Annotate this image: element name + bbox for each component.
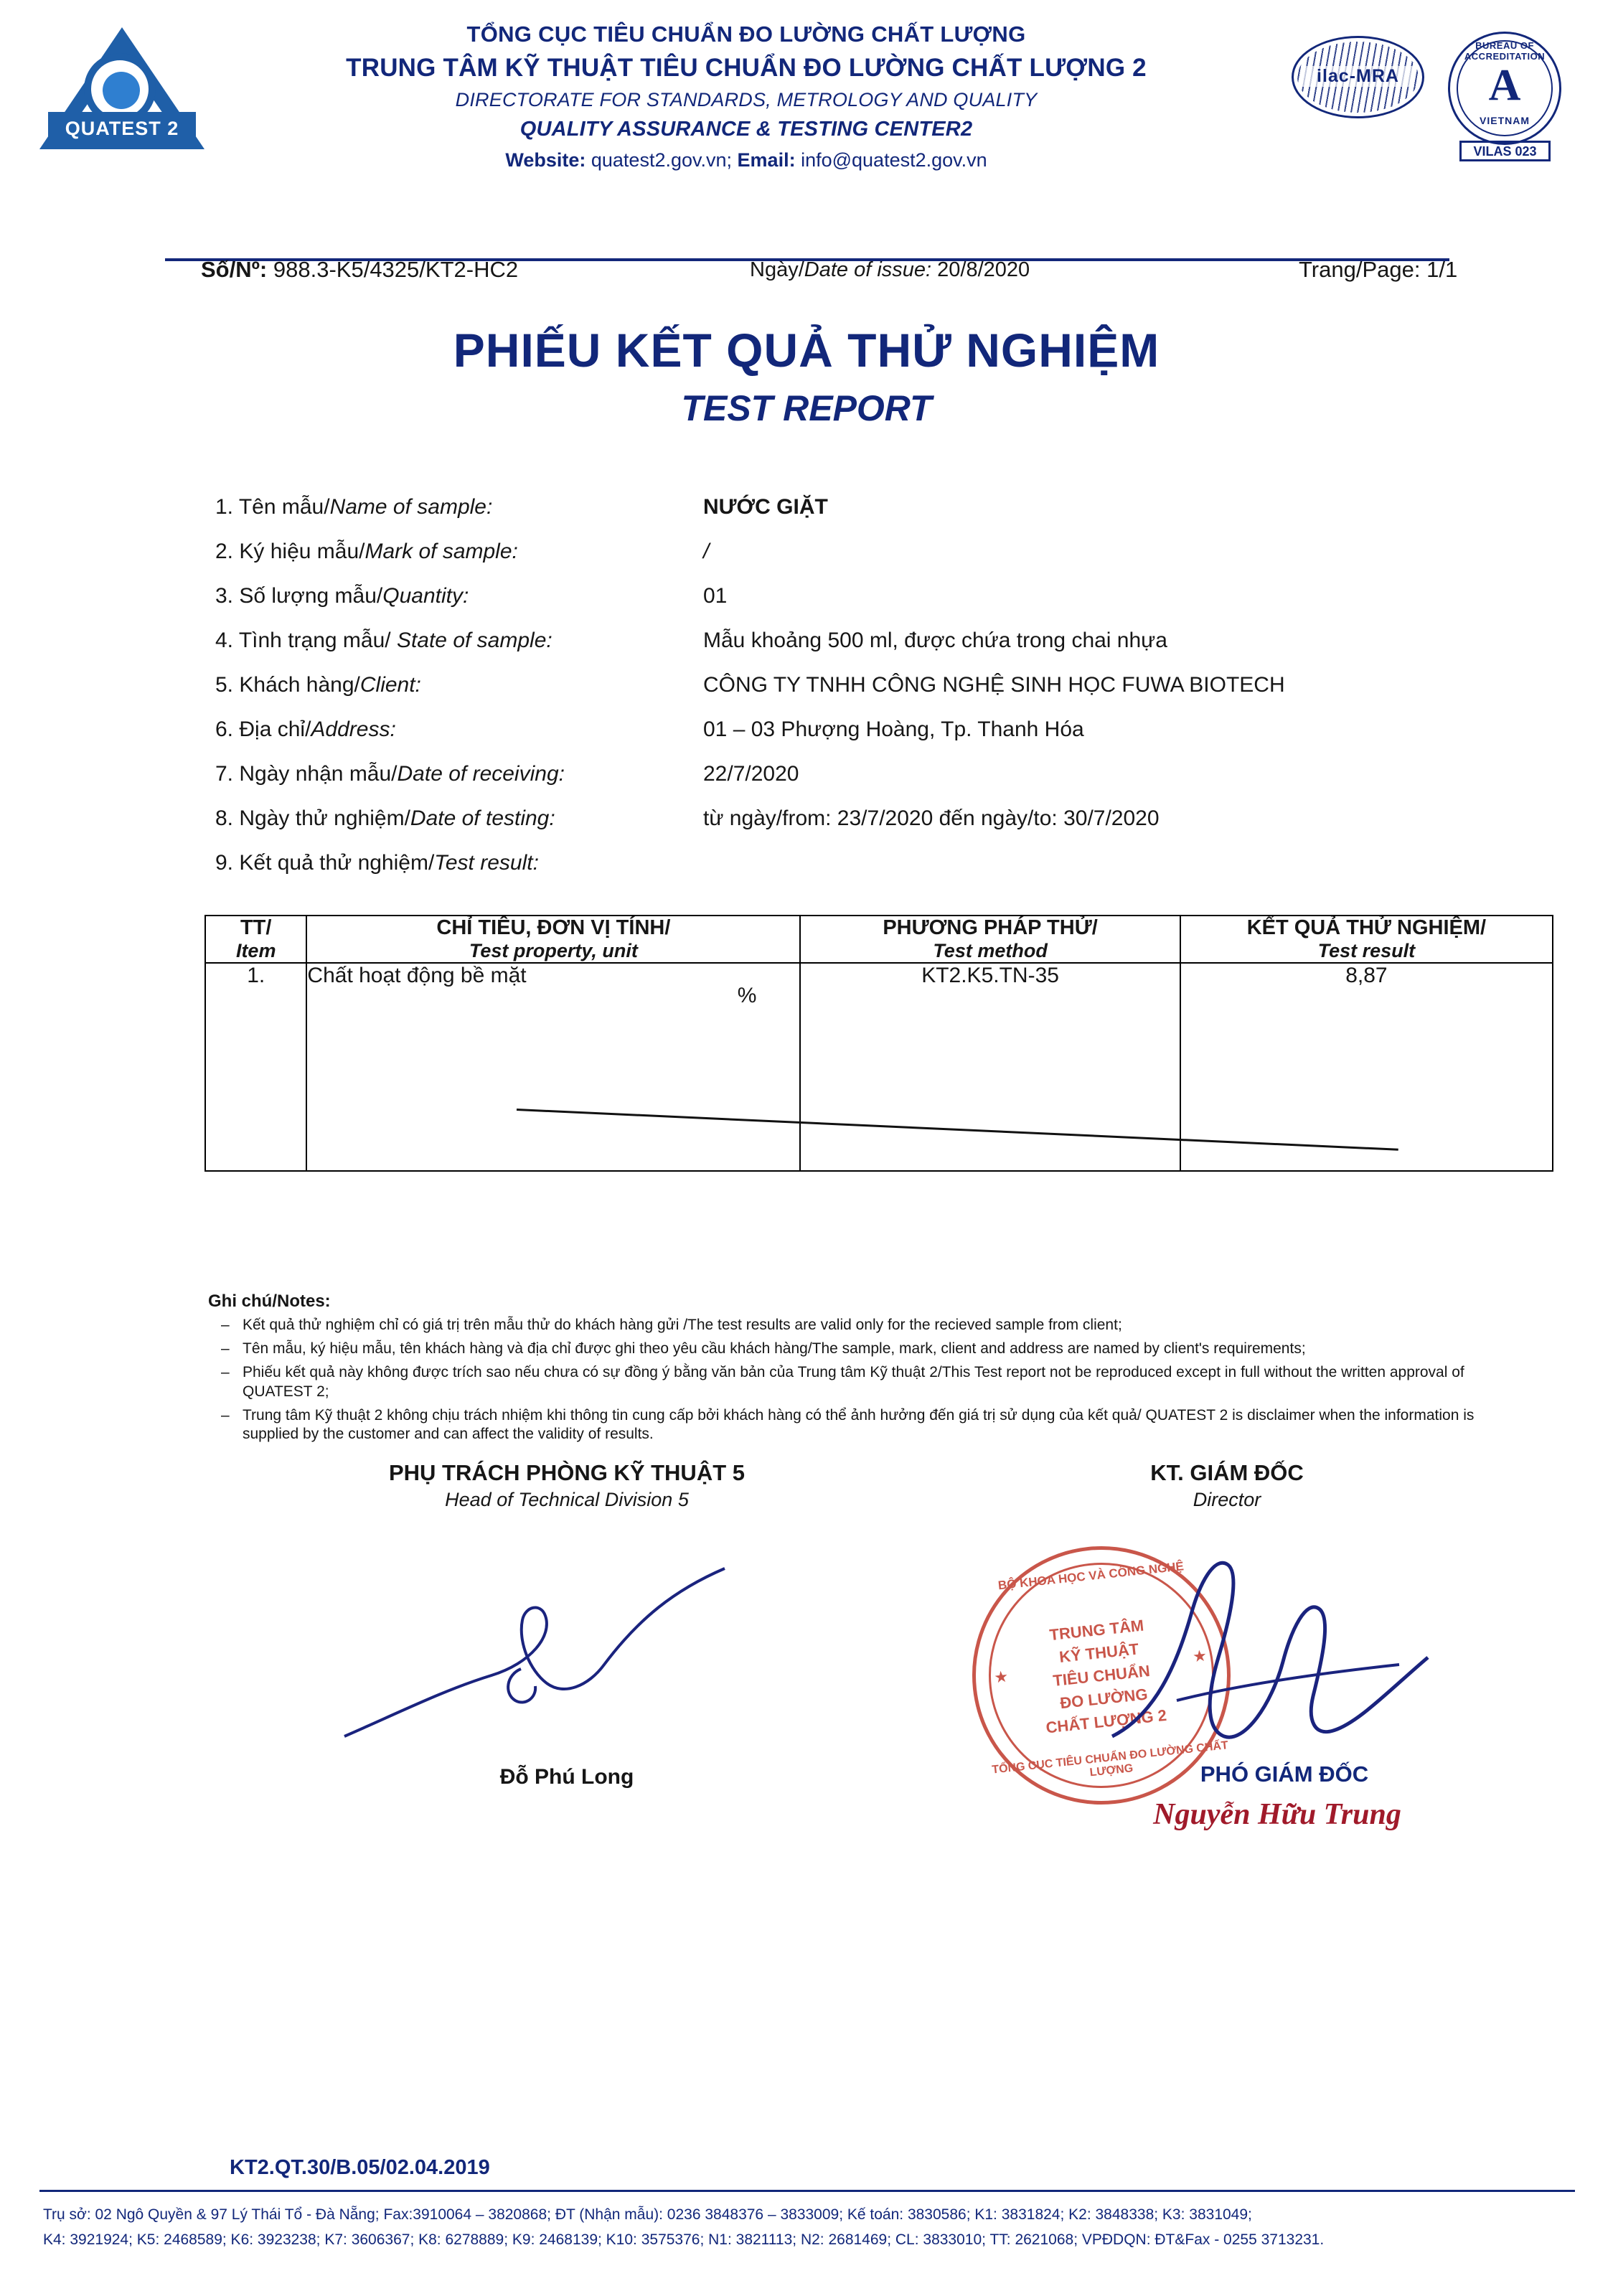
field-label-vn: Ký hiệu mẫu/ [239,540,365,563]
right-signer-subtitle: Director [1193,1489,1261,1510]
col-method-en: Test method [933,940,1048,961]
email-label: Email: [737,149,796,171]
field-label [215,495,492,519]
field-number: 9. [215,851,234,875]
note-bullet: – [221,1363,230,1380]
left-signer-title: PHỤ TRÁCH PHÒNG KỸ THUẬT 5 [388,1460,745,1485]
field-row-quantity [215,584,1449,629]
sample-info-list [215,495,1449,895]
handwritten-signature-left [337,1550,782,1765]
field-label-vn: Kết quả thử nghiệm/ [239,851,435,875]
right-signer-role: PHÓ GIÁM ĐỐC [1200,1761,1369,1787]
org-line-4: QUALITY ASSURANCE & TESTING CENTER2 [519,118,973,141]
results-table [204,915,1553,1172]
field-label [215,584,469,608]
report-number [201,257,518,283]
field-number: 6. [215,718,234,741]
report-meta [0,257,1613,293]
col-method-vn: PHƯƠNG PHÁP THỬ/ [883,916,1098,939]
col-property-en: Test property, unit [469,940,638,961]
note-bullet: – [221,1406,230,1424]
handwritten-signature-right [1091,1521,1464,1779]
website-value[interactable]: quatest2.gov.vn; [591,149,733,171]
field-number: 4. [215,629,234,652]
note-item [208,1316,1528,1335]
org-line-1: TỔNG CỤC TIÊU CHUẨN ĐO LƯỜNG CHẤT LƯỢNG [466,22,1026,47]
contact-line [237,149,1256,171]
notes-title: Ghi chú/Notes: [208,1292,331,1311]
right-signer-title: KT. GIÁM ĐỐC [1150,1460,1304,1485]
stamp-center-text: TRUNG TÂM KỸ THUẬT TIÊU CHUẨN ĐO LƯỜNG CHẤT LƯỢNG 2 [1045,1616,1168,1736]
document-header [0,22,1613,237]
field-label [215,806,555,831]
field-row-date-of-testing [215,806,1449,851]
report-number-value: 988.3-K5/4325/KT2-HC2 [273,257,519,282]
ilac-label: ilac-MRA [1302,66,1414,87]
notes-section [208,1292,1528,1449]
left-signer-name: Đỗ Phú Long [499,1765,634,1789]
col-method [800,916,1180,963]
vilas-code: VILAS 023 [1459,141,1551,161]
field-number: 8. [215,806,234,830]
field-value: Mẫu khoảng 500 ml, được chứa trong chai nhựa [703,629,1167,652]
field-value: 22/7/2020 [703,762,799,786]
col-item-vn: TT/ [240,916,272,939]
footer-address-line-2: K4: 3921924; K5: 2468589; K6: 3923238; K7: 3606367; K8: 6278889; K9: 2468139; K10: 3575376; N1: 3821113; N2: 2681469; CL: 3833010; TT: 2621068; VPĐDQN: ĐT&Fax - 0255 3713231. [43,2231,1325,2248]
field-label [215,851,539,875]
field-row-client [215,673,1449,718]
stamp-star-right: ★ [1191,1646,1208,1666]
field-label-en: Quantity: [382,584,469,608]
cell-method: KT2.K5.TN-35 [800,963,1180,1171]
col-item-en: Item [235,940,276,961]
field-row-state-of-sample [215,629,1449,673]
quatest-logo [39,27,204,160]
org-titles [237,22,1256,171]
field-label-en: Date of testing: [410,806,555,830]
results-table-head [205,916,1553,963]
stamp-bottom-text: TỔNG CỤC TIÊU CHUẨN ĐO LƯỜNG CHẤT LƯỢNG [991,1739,1229,1779]
table-row [205,963,1553,1171]
field-value: từ ngày/from: 23/7/2020 đến ngày/to: 30/7/2020 [703,806,1160,830]
note-text: Phiếu kết quả này không được trích sao nếu chưa có sự đồng ý bằng văn bản của Trung tâm Kỹ thuật 2/This Test report not be reproduced except in full without the written approval of QUATEST 2; [243,1363,1464,1400]
stamp-star-left: ★ [993,1667,1010,1687]
field-number: 2. [215,540,234,563]
signature-block-left [309,1460,825,1511]
vilas-monogram: A [1488,61,1521,110]
field-label [215,673,421,697]
field-row-date-of-receiving [215,762,1449,806]
field-value: NƯỚC GIẶT [703,495,828,519]
field-label-vn: Ngày thử nghiệm/ [239,806,410,830]
page-title: PHIẾU KẾT QUẢ THỬ NGHIỆM [453,324,1160,377]
field-number: 3. [215,584,234,608]
col-property [306,916,800,963]
note-text: Tên mẫu, ký hiệu mẫu, tên khách hàng và địa chỉ được ghi theo yêu cầu khách hàng/The sample, mark, client and address are named by client's requirements; [243,1340,1306,1357]
field-label-vn: Tên mẫu/ [238,495,330,519]
field-label-en: Mark of sample: [365,540,518,563]
note-bullet: – [221,1317,230,1333]
ilac-mra-icon [1292,36,1424,118]
field-label [215,718,396,742]
email-value[interactable]: info@quatest2.gov.vn [801,149,987,171]
field-value: 01 [703,584,728,608]
field-label-en: Client: [359,673,421,697]
page-subtitle: TEST REPORT [681,388,932,428]
field-label-vn: Ngày nhận mẫu/ [239,762,398,786]
note-item [208,1340,1528,1359]
field-label-vn: Địa chỉ/ [239,718,311,741]
cell-property-text: Chất hoạt động bề mặt [307,964,527,987]
col-result-vn: KẾT QUẢ THỬ NGHIỆM/ [1246,916,1487,939]
issue-date-value: 20/8/2020 [937,258,1030,281]
report-number-label: Số/Nº: [201,257,268,282]
note-item [208,1363,1528,1402]
field-row-name-of-sample [215,495,1449,540]
note-text: Kết quả thử nghiệm chỉ có giá trị trên mẫu thử do khách hàng gửi /The test results are valid only for the recieved sample from client; [243,1317,1122,1333]
field-label [215,629,552,653]
field-number: 7. [215,762,234,786]
field-number: 5. [215,673,234,697]
vilas-bottom-text: VIETNAM [1480,115,1530,126]
col-item [205,916,306,963]
col-result [1180,916,1553,963]
issue-date-label-vn: Ngày/ [750,258,804,281]
cell-item: 1. [205,963,306,1171]
field-label-en: Address: [311,718,396,741]
vilas-accreditation-icon [1442,32,1568,161]
right-signer-name: Nguyễn Hữu Trung [1153,1798,1401,1831]
website-label: Website: [505,149,586,171]
stamp-top-text: BỘ KHOA HỌC VÀ CÔNG NGHỆ [997,1559,1185,1593]
field-row-mark-of-sample [215,540,1449,584]
field-row-test-result [215,851,1449,895]
note-item [208,1406,1528,1445]
cell-property-unit: % [737,984,757,1007]
field-label-en: Test result: [434,851,539,875]
col-result-en: Test result [1317,940,1416,961]
page-indicator [1299,257,1457,283]
issue-date [750,258,1030,282]
footer-address-line-1: Trụ sở: 02 Ngô Quyền & 97 Lý Thái Tổ - Đà Nẵng; Fax:3910064 – 3820868; ĐT (Nhận mẫu): 0236 3848376 – 3833009; Kế toán: 3830586; K1: 3831824; K2: 3848338; K3: 3831049; [43,2206,1252,2223]
org-line-3: DIRECTORATE FOR STANDARDS, METROLOGY AND QUALITY [455,89,1038,110]
table-header-row [205,916,1553,963]
org-line-2: TRUNG TÂM KỸ THUẬT TIÊU CHUẨN ĐO LƯỜNG CHẤT LƯỢNG 2 [346,54,1147,82]
field-label [215,540,518,564]
cell-result: 8,87 [1180,963,1553,1171]
cell-property [306,963,800,1171]
page-label: Trang/Page: [1299,257,1421,282]
vilas-top-text: BUREAU OF ACCREDITATION [1464,40,1546,62]
note-text: Trung tâm Kỹ thuật 2 không chịu trách nhiệm khi thông tin cung cấp bởi khách hàng có thể ảnh hưởng đến giá trị sử dụng của kết quả/ QUATEST 2 is disclaimer when the information is supplied by the customer and can affect the validity of results. [243,1406,1475,1443]
results-table-body [205,963,1553,1171]
col-property-vn: CHỈ TIÊU, ĐƠN VỊ TÍNH/ [436,916,671,939]
footer-divider [39,2190,1575,2192]
page-value: 1/1 [1426,257,1458,282]
signature-block-right [1005,1460,1449,1511]
note-bullet: – [221,1340,230,1357]
field-value: CÔNG TY TNHH CÔNG NGHỆ SINH HỌC FUWA BIOTECH [703,673,1285,697]
field-label-vn: Tình trạng mẫu/ [238,629,391,652]
field-label-vn: Khách hàng/ [239,673,360,697]
field-number: 1. [215,495,234,519]
field-label-vn: Số lượng mẫu/ [239,584,383,608]
logo-circle-inner [103,72,140,109]
logo-label: QUATEST 2 [65,118,179,139]
footer-form-code: KT2.QT.30/B.05/02.04.2019 [230,2156,490,2179]
issue-date-label-en: Date of issue: [804,258,932,281]
left-signer-subtitle: Head of Technical Division 5 [445,1489,689,1510]
field-value: / [703,540,710,563]
field-label-en: Name of sample: [329,495,493,519]
field-label-en: State of sample: [390,629,552,652]
field-value: 01 – 03 Phượng Hoàng, Tp. Thanh Hóa [703,718,1084,741]
field-label-en: Date of receiving: [397,762,565,786]
field-label [215,762,565,786]
field-row-address [215,718,1449,762]
